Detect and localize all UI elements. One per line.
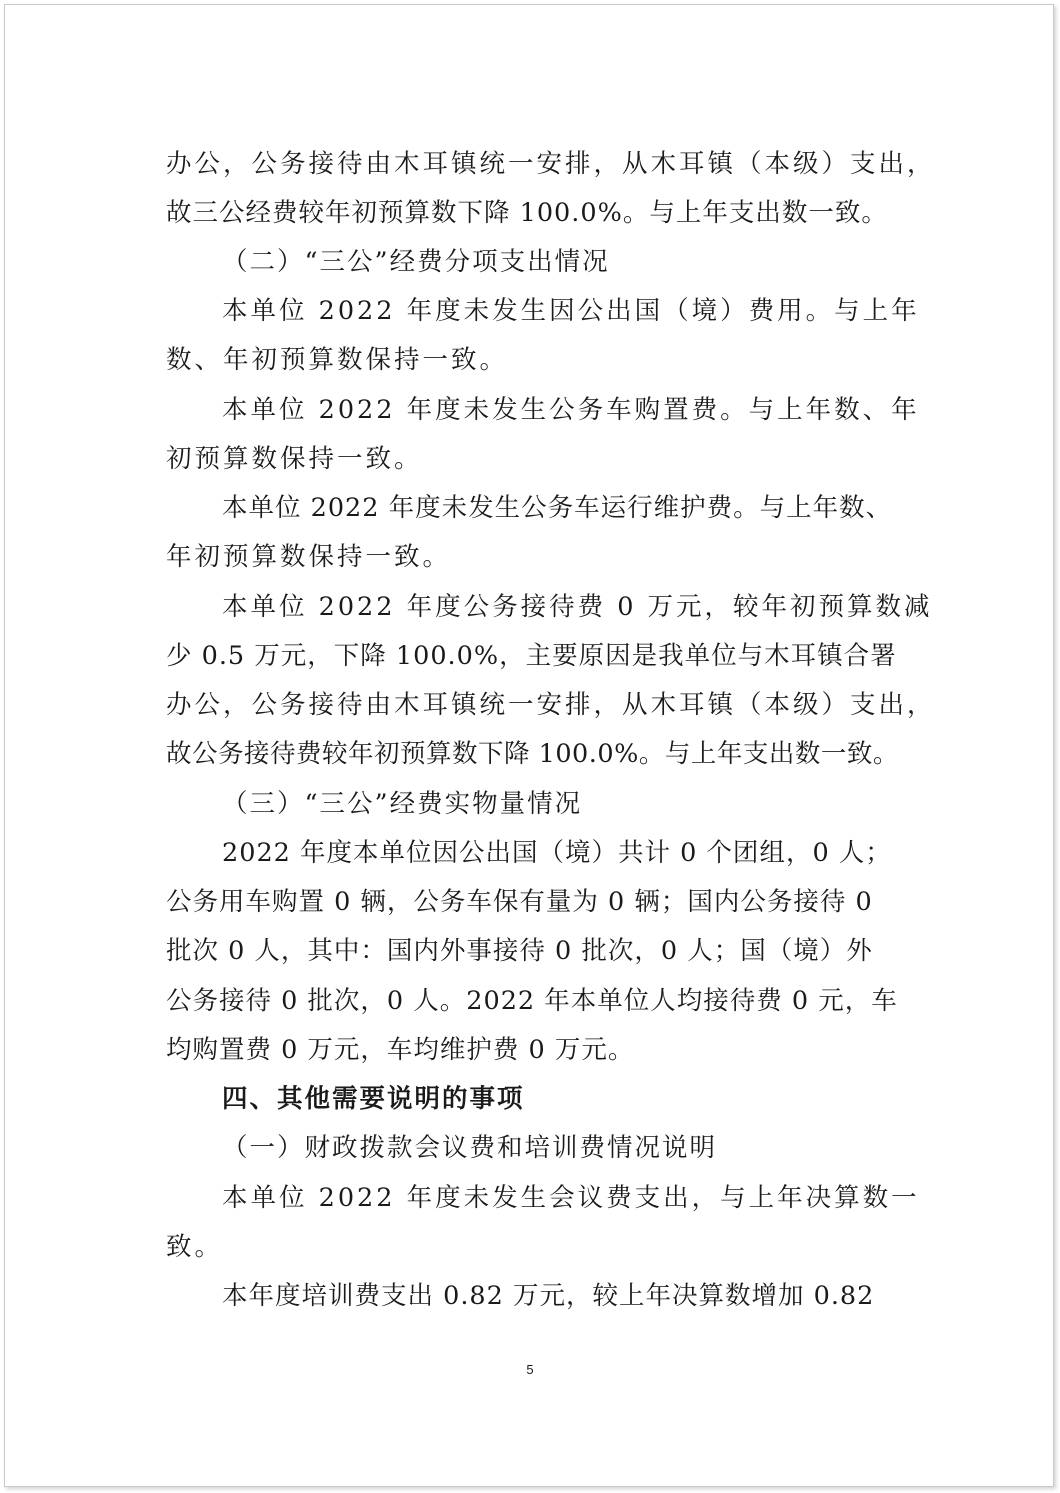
body-line-16: 公务用车购置 0 辆，公务车保有量为 0 辆；国内公务接待 0: [166, 887, 873, 917]
section-subheading-4-1: （一）财政拨款会议费和培训费情况说明: [222, 1133, 718, 1163]
body-line-8: 本单位 2022 年度未发生公务车运行维护费。与上年数、: [222, 493, 893, 523]
body-line-4: 本单位 2022 年度未发生因公出国（境）费用。与上年: [222, 296, 920, 326]
body-line-19: 均购置费 0 万元，车均维护费 0 万元。: [166, 1035, 635, 1065]
body-line-22: 本单位 2022 年度未发生会议费支出，与上年决算数一: [222, 1183, 920, 1213]
body-line-23: 致。: [166, 1232, 224, 1262]
body-line-11: 少 0.5 万元，下降 100.0%，主要原因是我单位与木耳镇合署: [166, 641, 897, 671]
body-line-24: 本年度培训费支出 0.82 万元，较上年决算数增加 0.82: [222, 1281, 875, 1311]
body-line-9: 年初预算数保持一致。: [166, 542, 452, 572]
body-line-7: 初预算数保持一致。: [166, 444, 423, 474]
body-line-12: 办公，公务接待由木耳镇统一安排，从木耳镇（本级）支出，: [166, 690, 936, 720]
body-line-10: 本单位 2022 年度公务接待费 0 万元，较年初预算数减: [222, 592, 933, 622]
body-line-18: 公务接待 0 批次，0 人。2022 年本单位人均接待费 0 元，车: [166, 986, 898, 1016]
section-subheading-2: （二）“三公”经费分项支出情况: [222, 247, 610, 277]
body-line-5: 数、年初预算数保持一致。: [166, 345, 509, 375]
section-subheading-3: （三）“三公”经费实物量情况: [222, 789, 583, 819]
section-heading-4: 四、其他需要说明的事项: [222, 1084, 525, 1114]
body-line-13: 故公务接待费较年初预算数下降 100.0%。与上年支出数一致。: [166, 739, 899, 769]
body-line-2: 故三公经费较年初预算数下降 100.0%。与上年支出数一致。: [166, 198, 888, 228]
page-number: 5: [526, 1362, 534, 1377]
body-line-1: 办公，公务接待由木耳镇统一安排，从木耳镇（本级）支出，: [166, 149, 936, 179]
body-line-17: 批次 0 人，其中：国内外事接待 0 批次，0 人；国（境）外: [166, 936, 873, 966]
body-line-6: 本单位 2022 年度未发生公务车购置费。与上年数、年: [222, 395, 920, 425]
body-line-15: 2022 年度本单位因公出国（境）共计 0 个团组，0 人；: [222, 838, 892, 868]
